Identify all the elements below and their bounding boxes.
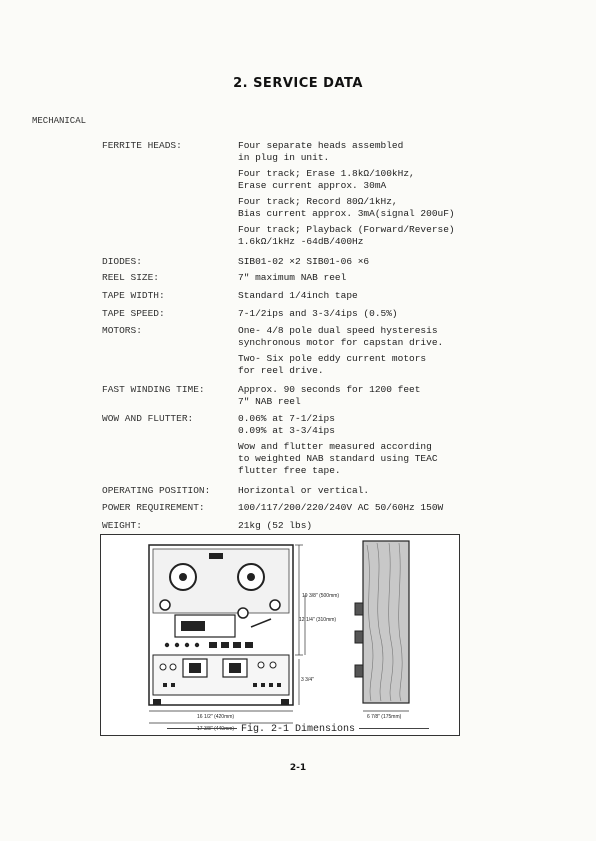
spec-value: to weighted NAB standard using TEAC bbox=[238, 453, 438, 464]
spec-value: synchronous motor for capstan drive. bbox=[238, 337, 444, 348]
dim-label-height-mid: 12 1/4" (310mm) bbox=[299, 617, 337, 623]
spec-label: WOW AND FLUTTER: bbox=[102, 413, 194, 424]
vu-meter-left-face bbox=[189, 663, 201, 673]
capstan-icon bbox=[238, 608, 248, 618]
spec-value: 0.06% at 7-1/2ips bbox=[238, 413, 335, 424]
spec-label: WEIGHT: bbox=[102, 520, 142, 531]
spec-label: TAPE SPEED: bbox=[102, 308, 165, 319]
spec-value: 100/117/200/220/240V AC 50/60Hz 150W bbox=[238, 502, 444, 513]
spec-value: for reel drive. bbox=[238, 365, 324, 376]
spec-value: 7-1/2ips and 3-3/4ips (0.5%) bbox=[238, 308, 398, 319]
spec-label: MOTORS: bbox=[102, 325, 142, 336]
spec-value: in plug in unit. bbox=[238, 152, 330, 163]
knob-icon bbox=[170, 664, 176, 670]
knob-icon bbox=[270, 662, 276, 668]
knob-icon bbox=[258, 662, 264, 668]
spec-value: SIB01-02 ×2 SIB01-06 ×6 bbox=[238, 256, 370, 267]
right-guide-icon bbox=[270, 600, 280, 610]
right-reel-hub-icon bbox=[247, 573, 255, 581]
caption-rule-right bbox=[359, 728, 429, 729]
spec-value: Approx. 90 seconds for 1200 feet bbox=[238, 384, 421, 395]
counter-window bbox=[209, 553, 223, 559]
spec-value: Standard 1/4inch tape bbox=[238, 290, 358, 301]
deck-side-outline bbox=[363, 541, 409, 703]
dim-label-width-inner: 16 1/2" (420mm) bbox=[197, 714, 235, 720]
spec-value: Horizontal or vertical. bbox=[238, 485, 370, 496]
knob-icon bbox=[160, 664, 166, 670]
dimensions-drawing bbox=[101, 535, 459, 735]
head-cover bbox=[181, 621, 205, 631]
page-title: 2. SERVICE DATA bbox=[233, 76, 363, 91]
spec-label: REEL SIZE: bbox=[102, 272, 160, 283]
spec-label: FAST WINDING TIME: bbox=[102, 384, 205, 395]
side-knob-lower bbox=[355, 665, 363, 677]
side-knob-upper bbox=[355, 603, 363, 615]
spec-value: Four separate heads assembled bbox=[238, 140, 404, 151]
left-reel-hub-icon bbox=[179, 573, 187, 581]
spec-value: Wow and flutter measured according bbox=[238, 441, 432, 452]
left-foot bbox=[153, 699, 161, 705]
dim-label-width-outer: 17 3/8" (440mm) bbox=[197, 726, 235, 732]
spec-label: OPERATING POSITION: bbox=[102, 485, 211, 496]
spec-value: Bias current approx. 3mA(signal 200uF) bbox=[238, 208, 455, 219]
spec-value: 0.09% at 3-3/4ips bbox=[238, 425, 335, 436]
vu-meter-right-face bbox=[229, 663, 241, 673]
side-knob-mid bbox=[355, 631, 363, 643]
spec-label: POWER REQUIREMENT: bbox=[102, 502, 205, 513]
dim-label-depth-side: 6 7/8" (175mm) bbox=[367, 714, 402, 720]
dimensions-figure bbox=[100, 534, 460, 736]
caption-text: Fig. 2-1 Dimensions bbox=[240, 724, 356, 735]
spec-value: Four track; Erase 1.8kΩ/100kHz, bbox=[238, 168, 415, 179]
spec-label: TAPE WIDTH: bbox=[102, 290, 165, 301]
spec-value: 7" maximum NAB reel bbox=[238, 272, 347, 283]
spec-value: flutter free tape. bbox=[238, 465, 341, 476]
spec-value: 1.6kΩ/1kHz -64dB/400Hz bbox=[238, 236, 364, 247]
spec-value: Four track; Record 80Ω/1kHz, bbox=[238, 196, 398, 207]
left-guide-icon bbox=[160, 600, 170, 610]
spec-value: Four track; Playback (Forward/Reverse) bbox=[238, 224, 455, 235]
amp-panel bbox=[153, 655, 289, 695]
figure-caption bbox=[0, 724, 596, 735]
page-number: 2-1 bbox=[289, 763, 307, 773]
dim-label-height-upper: 19 3/8" (500mm) bbox=[302, 593, 340, 599]
spec-value: One- 4/8 pole dual speed hysteresis bbox=[238, 325, 438, 336]
right-foot bbox=[281, 699, 289, 705]
spec-value: Erase current approx. 30mA bbox=[238, 180, 387, 191]
spec-value: 21kg (52 lbs) bbox=[238, 520, 313, 531]
caption-rule-left bbox=[167, 728, 237, 729]
spec-value: 7" NAB reel bbox=[238, 396, 301, 407]
dim-label-depth: 3 3/4" bbox=[301, 677, 314, 683]
spec-label: FERRITE HEADS: bbox=[102, 140, 182, 151]
spec-label: DIODES: bbox=[102, 256, 142, 267]
spec-value: Two- Six pole eddy current motors bbox=[238, 353, 427, 364]
section-heading: MECHANICAL bbox=[32, 116, 87, 126]
